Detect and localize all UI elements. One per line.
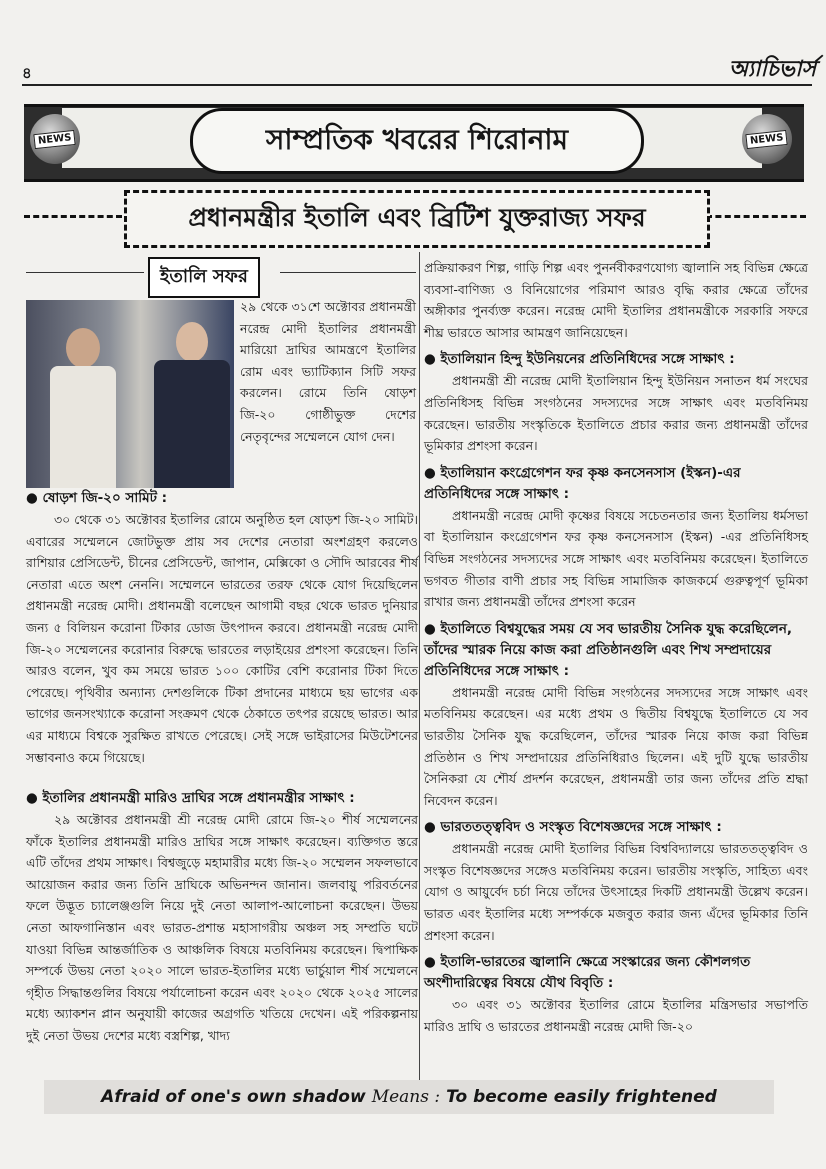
right-column [424,257,808,1037]
news-globe-icon [30,114,80,164]
draghi-section [26,788,418,1047]
idiom-phrase: Afraid of one's own shadow [101,1087,366,1107]
section-title: সাম্প্রতিক খবরের শিরোনাম [190,108,644,174]
title-rule-left [26,272,144,273]
draghi-text: ২৯ অক্টোবর প্রধানমন্ত্রী শ্রী নরেন্দ্র মোদী রোমে জি-২০ শীর্ষ সম্মেলনের ফাঁকে ইতালির প্রধানমন্ত্রী মারিও দ্রাঘির সঙ্গে সাক্ষাৎ করেছেন। ব্যক্তিগত স্তরে এটি তাঁদের প্রথম সাক্ষাৎ। বিশ্বজুড়ে মহামারীর মধ্যে জি-২০ সম্মেলন সফলভাবে আয়োজন করার জন্য তিনি দ্রাঘিকে অভিনন্দন জানান। জলবায়ু পরিবর্তনের ফলে উদ্ভূত চ্যালেঞ্জগুলি নিয়ে দুই নেতা আলাপ-আলোচনা করেছেন। উভয় নেতা আফগানিস্তান এবং ভারত-প্রশান্ত মহাসাগরীয় অঞ্চল সহ সম্প্রতি ঘটে যাওয়া বিভিন্ন আন্তর্জাতিক ও আঞ্চলিক বিষয়ে মতবিনিময় করেছেন। দ্বিপাক্ষিক সম্পর্কে উভয় নেতা ২০২০ সালে ভারত-ইতালির মধ্যে ভার্চুয়াল শীর্ষ সম্মেলনে গৃহীত সিদ্ধান্তগুলির বিষয়ে পর্যালোচনা করেন এবং ২০২০ থেকে ২০২৫ সালের মধ্যে অ্যাকশন প্লান অনুযায়ী কাজের অগ্রগতি খতিয়ে দেখেন। এই পরিকল্পনায় দুই নেতা উভয় দেশের মধ্যে বস্ত্রশিল্প, খাদ্য [26,812,418,1043]
modi-draghi-photo [26,300,234,488]
dash-rule-left [24,215,122,218]
indology-heading: ● ভারততত্ত্ববিদ ও সংস্কৃত বিশেষজ্ঞদের সঙ্গে সাক্ষাৎ : [424,819,722,836]
g20-section [26,488,418,768]
world-war-heading: ● ইতালিতে বিশ্বযুদ্ধের সময় যে সব ভারতীয় সৈনিক যুদ্ধ করেছিলেন, তাঁদের স্মারক নিয়ে কাজ করা প্রতিষ্ঠানগুলি এবং শিখ সম্প্রদায়ের প্রতিনিধিদের সঙ্গে সাক্ষাৎ : [424,620,793,679]
column-divider [419,252,420,1084]
g20-text: ৩০ থেকে ৩১ অক্টোবর ইতালির রোমে অনুষ্ঠিত হল ষোড়শ জি-২০ সামিট। এবারের সম্মেলনে জোটভুক্ত প্রায় সব দেশের নেতারা অংশগ্রহণ করলেও রাশিয়ার প্রেসিডেন্ট, চীনের প্রেসিডেন্ট, জাপান, মেক্সিকো ও সৌদি আরবের শীর্ষ নেতারা এতে অংশ নেননি। সম্মেলনে ভারতের তরফ থেকে যোগ দিয়েছিলেন প্রধানমন্ত্রী নরেন্দ্র মোদী। প্রধানমন্ত্রী বলেছেন আগামী বছর থেকে ভারত দুনিয়ার জন্য ৫ বিলিয়ন করোনা টিকার ডোজ উৎপাদন করবে। প্রধানমন্ত্রী নরেন্দ্র মোদী জি-২০ সম্মেলনের করোনার বিরুদ্ধে ভারতের লড়াইয়ের প্রশংসা করেছেন। তিনি আরও বলেন, খুব কম সময়ে ভারত ১০০ কোটির বেশি করোনার টিকা দিতে পেরেছে। পৃথিবীর অন্যান্য দেশগুলিকে টিকা প্রদানের মাধ্যমে ছয় ভাগের এক ভাগের জনসংখ্যাকে করোনা সংক্রমণ থেকে ঠেকাতে তৎপর রয়েছে ভারত। আর এর মাধ্যমে বিশ্বকে সুরক্ষিত রাখতে পেরেছে। সেই সঙ্গে ভাইরাসের মিউটেশনের সম্ভাবনাও কমে গিয়েছে। [26,512,418,765]
hindu-union-heading: ● ইতালিয়ান হিন্দু ইউনিয়নের প্রতিনিধিদের সঙ্গে সাক্ষাৎ : [424,351,735,368]
page-number: ৪ [22,64,32,82]
italy-intro [240,296,416,447]
title-rule-right [280,272,416,273]
idiom-means-label: Means : [371,1087,441,1107]
dash-rule-right [706,215,806,218]
news-globe-icon [742,114,792,164]
iskcon-text: প্রধানমন্ত্রী নরেন্দ্র মোদী কৃষ্ণের বিষয়ে সচেতনতার জন্য ইতালিয় ধর্মসভা বা ইতালিয়ান কংগ্রেগেশন ফর কৃষ্ণ কনসেনসাস (ইস্কন) -এর প্রতিনিধিসহ বিভিন্ন সংগঠনের সদস্যদের সঙ্গে সাক্ষাৎ এবং মতবিনিময় করেছেন। ইতালিতে ভগবত গীতার বাণী প্রচার সহ বিভিন্ন সামাজিক কাজকর্মে গুরুত্বপূর্ণ ভূমিকা রাখার জন্য প্রধানমন্ত্রী তাঁদের প্রশংসা করেন [424,507,808,610]
energy-text: ৩০ এবং ৩১ অক্টোবর ইতালির রোমে ইতালির মন্ত্রিসভার সভাপতি মারিও দ্রাঘি ও ভারতের প্রধানমন্ত্রী নরেন্দ্র মোদী জি-২০ [424,997,808,1034]
main-heading: প্রধানমন্ত্রীর ইতালি এবং ব্রিটিশ যুক্তরাজ্য সফর [124,190,710,248]
news-badge-left: NEWS [34,129,77,148]
brand-logo: অ্যাচিভার্স [728,57,816,82]
draghi-text-continued: প্রক্রিয়াকরণ শিল্প, গাড়ি শিল্প এবং পুনর্নবীকরণযোগ্য জ্বালানি সহ বিভিন্ন ক্ষেত্রে ব্যবসা-বাণিজ্য ও বিনিয়োগের পরিমাণ আরও বৃদ্ধি করার ক্ষেত্রে তাঁদের অঙ্গীকার পুনর্ব্যক্ত করেন। নরেন্দ্র মোদী ইতালির প্রধানমন্ত্রীকে সরকারি সফরে শীঘ্র ভারতে আসার আমন্ত্রণ জানিয়েছেন। [424,260,808,340]
hindu-union-text: প্রধানমন্ত্রী শ্রী নরেন্দ্র মোদী ইতালিয়ান হিন্দু ইউনিয়ন সনাতন ধর্ম সংঘের প্রতিনিধিসহ বিভিন্ন সংগঠনের সদস্যদের সঙ্গে সাক্ষাৎ এবং মতবিনিময় করেছেন। ভারতীয় সংস্কৃতিকে ইতালিতে প্রচার করার জন্য প্রধানমন্ত্রী তাঁদের ভূমিকার প্রশংসা করেন। [424,373,808,454]
idiom-meaning: To become easily frightened [446,1087,717,1107]
news-badge-right: NEWS [746,129,789,148]
energy-heading: ● ইতালি-ভারতের জ্বালানি ক্ষেত্রে সংস্কারের জন্য কৌশলগত অংশীদারিত্বের বিষয়ে যৌথ বিবৃতি : [424,954,751,992]
iskcon-heading: ● ইতালিয়ান কংগ্রেগেশন ফর কৃষ্ণ কনসেনসাস (ইস্কন)-এর প্রতিনিধিদের সঙ্গে সাক্ষাৎ : [424,464,741,502]
top-divider [22,84,812,86]
italy-visit-title: ইতালি সফর [148,257,260,298]
world-war-text: প্রধানমন্ত্রী নরেন্দ্র মোদী বিভিন্ন সংগঠনের সদস্যদের সঙ্গে সাক্ষাৎ এবং মতবিনিময় করেছেন। এর মধ্যে প্রথম ও দ্বিতীয় বিশ্বযুদ্ধে ইতালিতে যে সব ভারতীয় সৈনিক যুদ্ধ করেছিলেন, তাঁদের স্মারক নিয়ে কাজ করা বিভিন্ন প্রতিষ্ঠান ও শিখ সম্প্রদায়ের প্রতিনিধিরাও ছিলেন। এই দুটি যুদ্ধে ভারতীয় সৈনিকরা যে শৌর্য প্রদর্শন করেছেন, প্রধানমন্ত্রী তার জন্য তাঁদের প্রতি শ্রদ্ধা নিবেদন করেন। [424,684,808,808]
g20-heading: ● ষোড়শ জি-২০ সামিট : [26,490,168,506]
idiom-footer [44,1080,774,1114]
draghi-heading: ● ইতালির প্রধানমন্ত্রী মারিও দ্রাঘির সঙ্গে প্রধানমন্ত্রীর সাক্ষাৎ : [26,790,355,806]
indology-text: প্রধানমন্ত্রী নরেন্দ্র মোদী ইতালির বিভিন্ন বিশ্ববিদ্যালয়ে ভারততত্ত্ববিদ ও সংস্কৃত বিশেষজ্ঞদের সঙ্গেও মতবিনিময় করেন। ভারতীয় সংস্কৃতি, সাহিত্য এবং যোগ ও আয়ুর্বেদ চর্চা নিয়ে তাঁদের উৎসাহের দিকটি প্রধানমন্ত্রী উল্লেখ করেন। ভারত এবং ইতালির মধ্যে সম্পর্ককে মজবুত করার জন্য এঁদের ভূমিকার তিনি প্রশংসা করেন। [424,841,808,943]
italy-intro-text: ২৯ থেকে ৩১শে অক্টোবর প্রধানমন্ত্রী নরেন্দ্র মোদী ইতালির প্রধানমন্ত্রী মারিয়ো দ্রাঘির আমন্ত্রণে ইতালির রোম এবং ভ্যাটিক্যান সিটি সফর করলেন। রোমে তিনি ষোড়শ জি-২০ গোষ্ঠীভুক্ত দেশের নেতৃবৃন্দের সম্মেলনে যোগ দেন। [240,299,416,444]
